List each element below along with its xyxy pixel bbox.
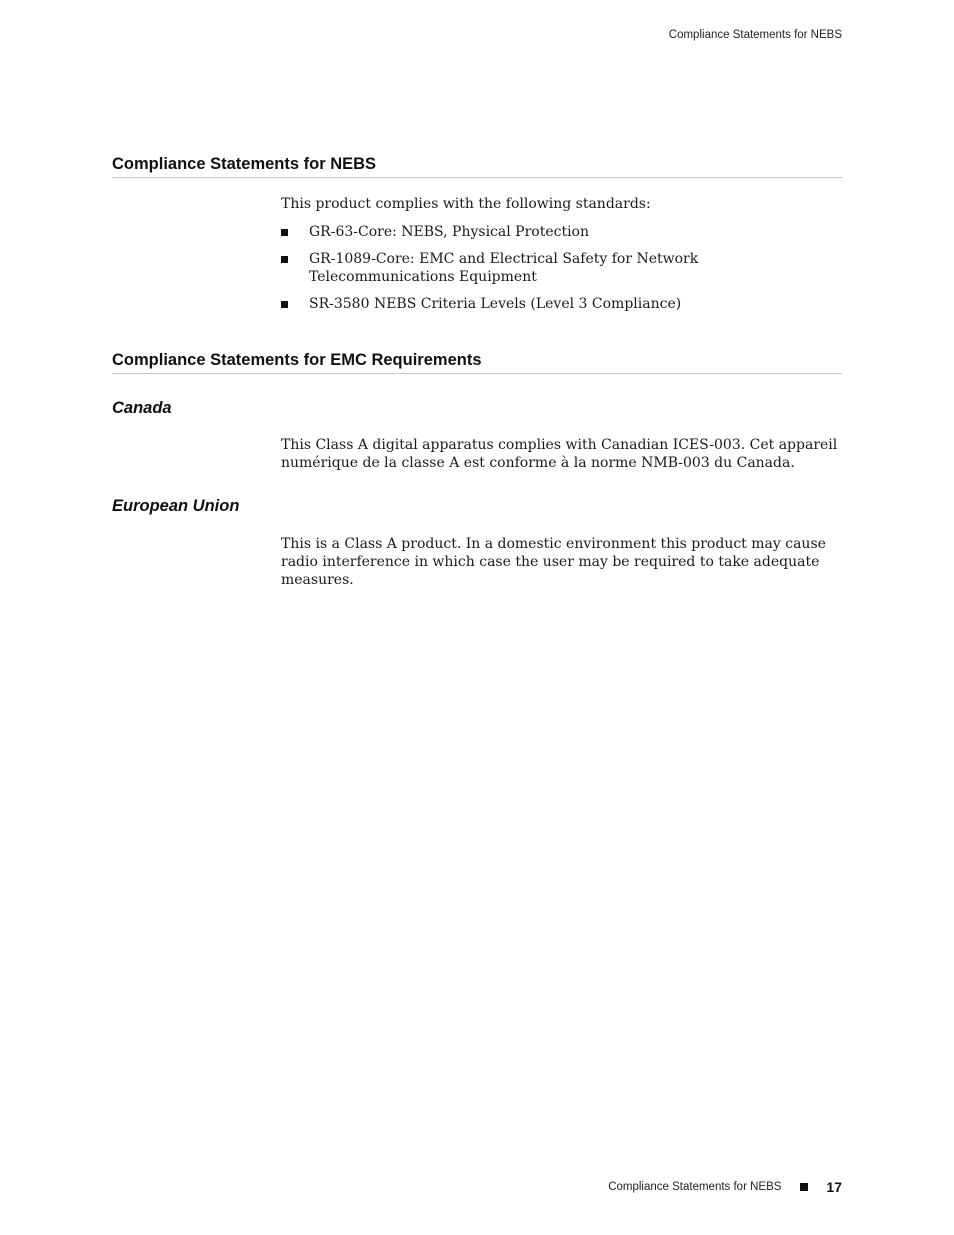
square-bullet-icon (800, 1183, 808, 1191)
bullet-icon (281, 256, 288, 263)
section-heading-nebs: Compliance Statements for NEBS (112, 155, 842, 178)
section-heading-emc: Compliance Statements for EMC Requirements (112, 351, 842, 374)
bullet-icon (281, 229, 288, 236)
list-item (281, 223, 843, 241)
page-number: 17 (826, 1179, 842, 1195)
list-item (281, 250, 843, 286)
footer-title: Compliance Statements for NEBS (608, 1181, 782, 1193)
canada-statement-text: This Class A digital apparatus complies with Canadian ICES-003. Cet appareil numérique de la classe A est conforme à la norme NMB-003 du Canada. (281, 437, 838, 471)
nebs-standards-list (281, 223, 843, 322)
subheading-canada: Canada (112, 399, 172, 417)
running-footer (608, 1179, 842, 1195)
running-header: Compliance Statements for NEBS (668, 29, 842, 41)
list-item-text: GR-63-Core: NEBS, Physical Protection (309, 224, 589, 240)
nebs-intro-text: This product complies with the following standards: (281, 196, 651, 212)
bullet-icon (281, 301, 288, 308)
subheading-european-union: European Union (112, 497, 240, 515)
list-item (281, 295, 843, 313)
eu-statement-text: This is a Class A product. In a domestic environment this product may cause radio interference in which case the user may be required to take adequate measures. (281, 536, 826, 588)
list-item-text: GR-1089-Core: EMC and Electrical Safety for Network Telecommunications Equipment (309, 251, 699, 285)
list-item-text: SR-3580 NEBS Criteria Levels (Level 3 Compliance) (309, 296, 682, 312)
